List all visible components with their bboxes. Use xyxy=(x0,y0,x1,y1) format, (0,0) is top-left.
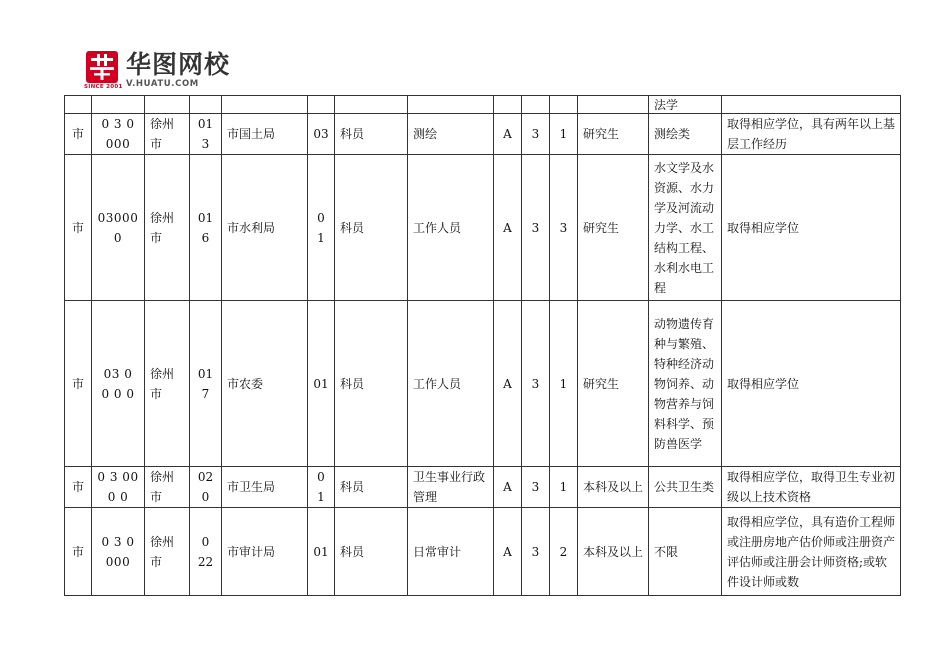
unit-cell: 市审计局 xyxy=(222,508,308,596)
position-code-cell: 01 xyxy=(308,301,335,467)
ratio-cell: 3 xyxy=(522,301,550,467)
major-cell: 测绘类 xyxy=(649,114,722,155)
requirement-cell: 取得相应学位，具有造价工程师或注册房地产估价师或注册资产评估师或注册会计师资格;或软件设计师或数 xyxy=(722,508,901,596)
major-cell: 水文学及水资源、水力学及河流动力学、水工结构工程、水利水电工程 xyxy=(649,155,722,301)
position-code-cell: 03 xyxy=(308,114,335,155)
table-row xyxy=(65,114,901,155)
logo-name: 华图网校 xyxy=(126,50,231,79)
unit-code-cell: 020 xyxy=(190,467,222,508)
ratio-cell: 3 xyxy=(522,467,550,508)
requirement-cell: 取得相应学位，取得卫生专业初级以上技术资格 xyxy=(722,467,901,508)
dept-code-cell: 0 3 0 000 xyxy=(92,508,145,596)
unit-code-cell: 017 xyxy=(190,301,222,467)
count-cell: 1 xyxy=(550,467,578,508)
duty-cell: 工作人员 xyxy=(408,301,494,467)
unit-cell: 市水利局 xyxy=(222,155,308,301)
unit-code-cell: 0 22 xyxy=(190,508,222,596)
unit-cell: 市卫生局 xyxy=(222,467,308,508)
education-cell: 本科及以上 xyxy=(578,508,649,596)
duty-cell: 测绘 xyxy=(408,114,494,155)
count-cell: 3 xyxy=(550,155,578,301)
table-row xyxy=(65,301,901,467)
city-cell: 徐州 市 xyxy=(145,114,190,155)
table-row xyxy=(65,467,901,508)
city-cell: 徐州 市 xyxy=(145,467,190,508)
level-cell: 市 xyxy=(65,155,92,301)
duty-cell: 工作人员 xyxy=(408,155,494,301)
position-cell: 科员 xyxy=(335,155,408,301)
unit-cell: 市农委 xyxy=(222,301,308,467)
table-row-continuation xyxy=(65,96,901,114)
city-cell: 徐州 市 xyxy=(145,155,190,301)
ratio-cell: 3 xyxy=(522,114,550,155)
count-cell: 1 xyxy=(550,114,578,155)
major-cell: 法学 xyxy=(649,96,722,114)
position-code-cell: 0 1 xyxy=(308,155,335,301)
position-cell: 科员 xyxy=(335,301,408,467)
recruitment-table xyxy=(64,95,901,596)
category-cell: A xyxy=(494,155,522,301)
position-cell: 科员 xyxy=(335,508,408,596)
level-cell: 市 xyxy=(65,467,92,508)
logo-url: V.HUATU.COM xyxy=(126,79,199,89)
category-cell: A xyxy=(494,508,522,596)
count-cell: 2 xyxy=(550,508,578,596)
category-cell: A xyxy=(494,114,522,155)
ratio-cell: 3 xyxy=(522,155,550,301)
education-cell: 本科及以上 xyxy=(578,467,649,508)
unit-code-cell: 013 xyxy=(190,114,222,155)
dept-code-cell: 0 3 00 0 0 xyxy=(92,467,145,508)
requirement-cell: 取得相应学位，具有两年以上基层工作经历 xyxy=(722,114,901,155)
unit-code-cell: 016 xyxy=(190,155,222,301)
position-cell: 科员 xyxy=(335,467,408,508)
category-cell: A xyxy=(494,467,522,508)
major-cell: 动物遗传育种与繁殖、特种经济动物饲养、动物营养与饲料科学、预防兽医学 xyxy=(649,301,722,467)
duty-cell: 卫生事业行政管理 xyxy=(408,467,494,508)
position-cell: 科员 xyxy=(335,114,408,155)
dept-code-cell: 03 0 0 0 0 xyxy=(92,301,145,467)
requirement-cell: 取得相应学位 xyxy=(722,301,901,467)
logo-since: SINCE 2001 xyxy=(84,84,123,90)
category-cell: A xyxy=(494,301,522,467)
education-cell: 研究生 xyxy=(578,114,649,155)
count-cell: 1 xyxy=(550,301,578,467)
ratio-cell: 3 xyxy=(522,508,550,596)
level-cell: 市 xyxy=(65,114,92,155)
position-code-cell: 0 1 xyxy=(308,467,335,508)
requirement-cell: 取得相应学位 xyxy=(722,155,901,301)
city-cell: 徐州 市 xyxy=(145,508,190,596)
education-cell: 研究生 xyxy=(578,301,649,467)
huatu-logo xyxy=(86,51,230,93)
level-cell: 市 xyxy=(65,508,92,596)
duty-cell: 日常审计 xyxy=(408,508,494,596)
major-cell: 不限 xyxy=(649,508,722,596)
table-row xyxy=(65,155,901,301)
city-cell: 徐州 市 xyxy=(145,301,190,467)
major-cell: 公共卫生类 xyxy=(649,467,722,508)
education-cell: 研究生 xyxy=(578,155,649,301)
dept-code-cell: 0 3 0 000 xyxy=(92,114,145,155)
unit-cell: 市国土局 xyxy=(222,114,308,155)
position-code-cell: 01 xyxy=(308,508,335,596)
dept-code-cell: 030000 xyxy=(92,155,145,301)
logo-badge-icon xyxy=(84,51,123,90)
level-cell: 市 xyxy=(65,301,92,467)
table-row xyxy=(65,508,901,596)
